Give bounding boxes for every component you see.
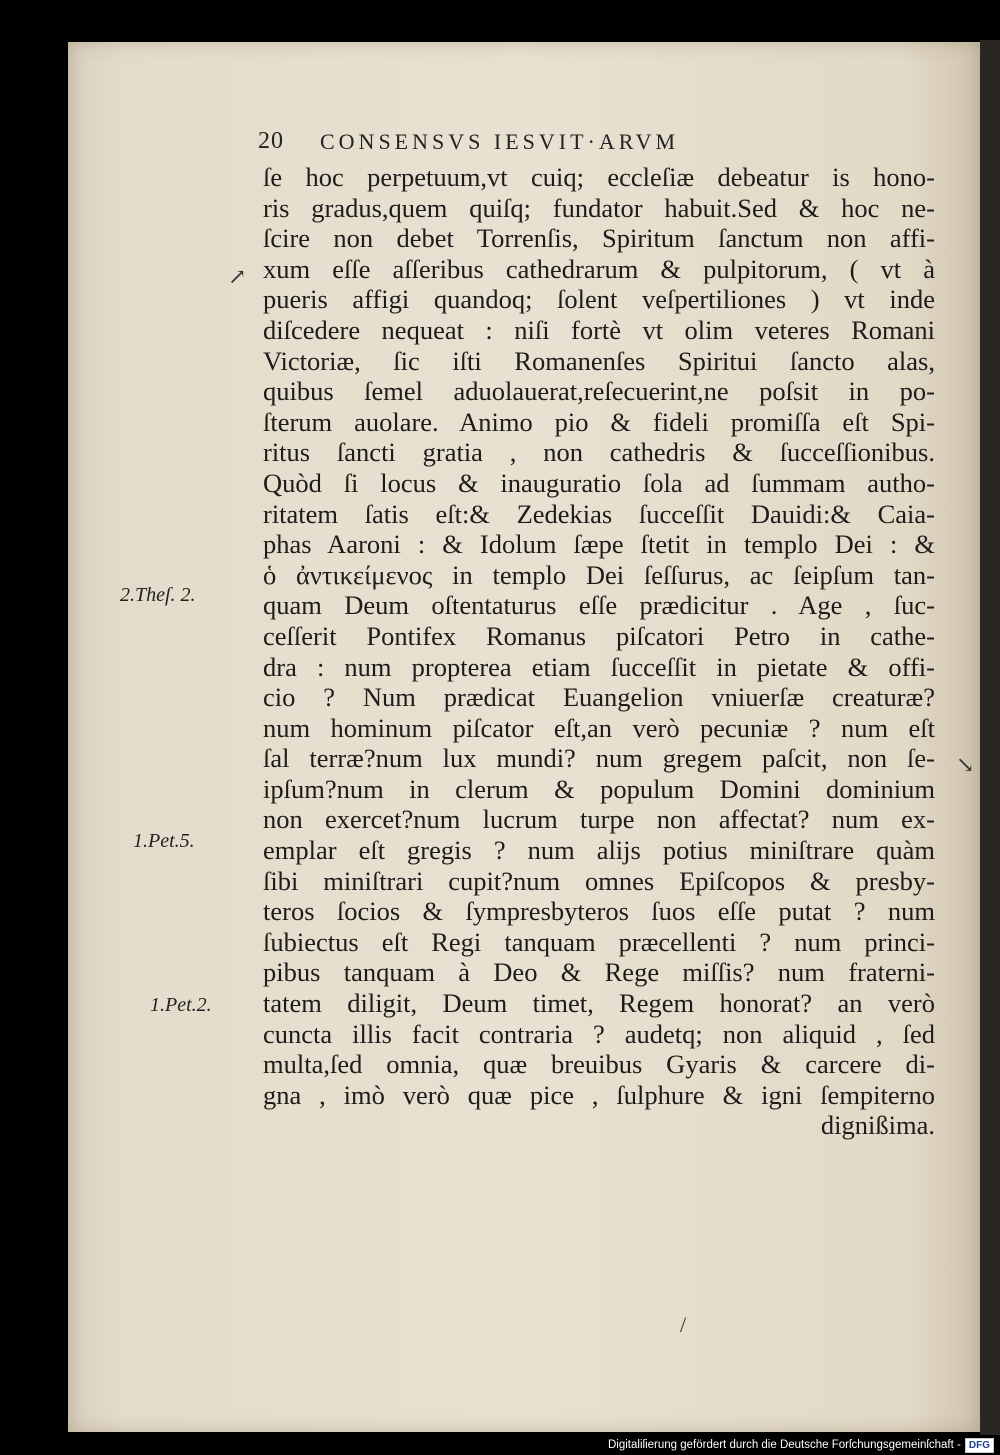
text-line: ſcire non debet Torrenſis, Spiritum ſanctum non affi-	[263, 223, 935, 254]
scan-edge	[980, 40, 1000, 1435]
text-line: quibus ſemel aduolauerat,reſecuerint,ne poſsit in po-	[263, 376, 935, 407]
margin-note-thessalonians: 2.Theſ. 2.	[120, 584, 196, 606]
text-line: pibus tanquam à Deo & Rege miſſis? num fraterni-	[263, 957, 935, 988]
text-line: diſcedere nequeat : niſi fortè vt olim veteres Romani	[263, 314, 935, 345]
text-line: num hominum piſcator eſt,an verò pecuniæ ? num eſt	[263, 712, 935, 743]
page-number: 20	[258, 128, 284, 154]
body-text	[263, 162, 935, 1141]
text-line: ris gradus,quem quiſq; fundator habuit.Sed & hoc ne-	[263, 192, 935, 223]
text-line: ὁ ἀντικείμενος in templo Dei ſeſſurus, ac ſeipſum tan-	[263, 559, 935, 590]
footer-text: Digitaliſierung gefördert durch die Deutsche Forſchungsgemeinſchaft -	[608, 1439, 961, 1451]
footer	[608, 1437, 994, 1453]
text-line: gna , imò verò quæ pice , ſulphure & igni ſempiterno	[263, 1079, 935, 1110]
margin-annotation-mark: ↘	[956, 752, 975, 777]
text-line: ſe hoc perpetuum,vt cuiq; eccleſiæ debeatur is hono-	[263, 162, 935, 192]
running-title: CONSENSVS IESVIT·ARVM	[320, 129, 680, 154]
text-line: ceſſerit Pontifex Romanus piſcatori Petro in cathe-	[263, 620, 935, 651]
dfg-logo-icon: DFG	[965, 1438, 994, 1453]
text-line: ſal terræ?num lux mundi? num gregem paſcit, non ſe-	[263, 743, 935, 774]
text-line: Quòd ſi locus & inauguratio ſola ad ſummam autho-	[263, 467, 935, 498]
text-line: ritatem ſatis eſt:& Zedekias ſucceſſit Dauidi:& Caia-	[263, 498, 935, 529]
margin-annotation-mark: ↗	[228, 264, 247, 289]
text-line: dra : num propterea etiam ſucceſſit in pietate & offi-	[263, 651, 935, 682]
text-line: pueris affigi quandoq; ſolent veſpertiliones ) vt inde	[263, 284, 935, 315]
stray-mark: /	[680, 1312, 687, 1337]
text-line: cuncta illis facit contraria ? audetq; non aliquid , ſed	[263, 1018, 935, 1049]
text-line: ritus ſancti gratia , non cathedris & ſucceſſionibus.	[263, 437, 935, 468]
margin-note-peter-5: 1.Pet.5.	[133, 830, 195, 852]
text-line: ſubiectus eſt Regi tanquam præcellenti ? num princi-	[263, 926, 935, 957]
text-line: emplar eſt gregis ? num alijs potius miniſtrare quàm	[263, 835, 935, 866]
text-line: quam Deum oſtentaturus eſſe prædicitur . Age , ſuc-	[263, 590, 935, 621]
text-line: cio ? Num prædicat Euangelion vniuerſæ creaturæ?	[263, 682, 935, 713]
text-line: teros ſocios & ſympresbyteros ſuos eſſe putat ? num	[263, 896, 935, 927]
page-header	[258, 128, 798, 158]
text-line: non exercet?num lucrum turpe non affectat? num ex-	[263, 804, 935, 835]
text-line: multa,ſed omnia, quæ breuibus Gyaris & carcere di-	[263, 1049, 935, 1080]
text-line: ipſum?num in clerum & populum Domini dominium	[263, 773, 935, 804]
text-line: ſterum auolare. Animo pio & fideli promiſſa eſt Spi-	[263, 406, 935, 437]
text-line: xum eſſe aſſeribus cathedrarum & pulpitorum, ( vt à	[263, 253, 935, 284]
text-line: phas Aaroni : & Idolum ſæpe ſtetit in templo Dei : &	[263, 529, 935, 560]
text-line: Victoriæ, ſic iſti Romanenſes Spiritui ſancto alas,	[263, 345, 935, 376]
margin-note-peter-2: 1.Pet.2.	[150, 994, 212, 1016]
text-line: tatem diligit, Deum timet, Regem honorat? an verò	[263, 988, 935, 1019]
text-line: ſibi miniſtrari cupit?num omnes Epiſcopos & presby-	[263, 865, 935, 896]
text-line-last: dignißima.	[820, 1110, 935, 1141]
